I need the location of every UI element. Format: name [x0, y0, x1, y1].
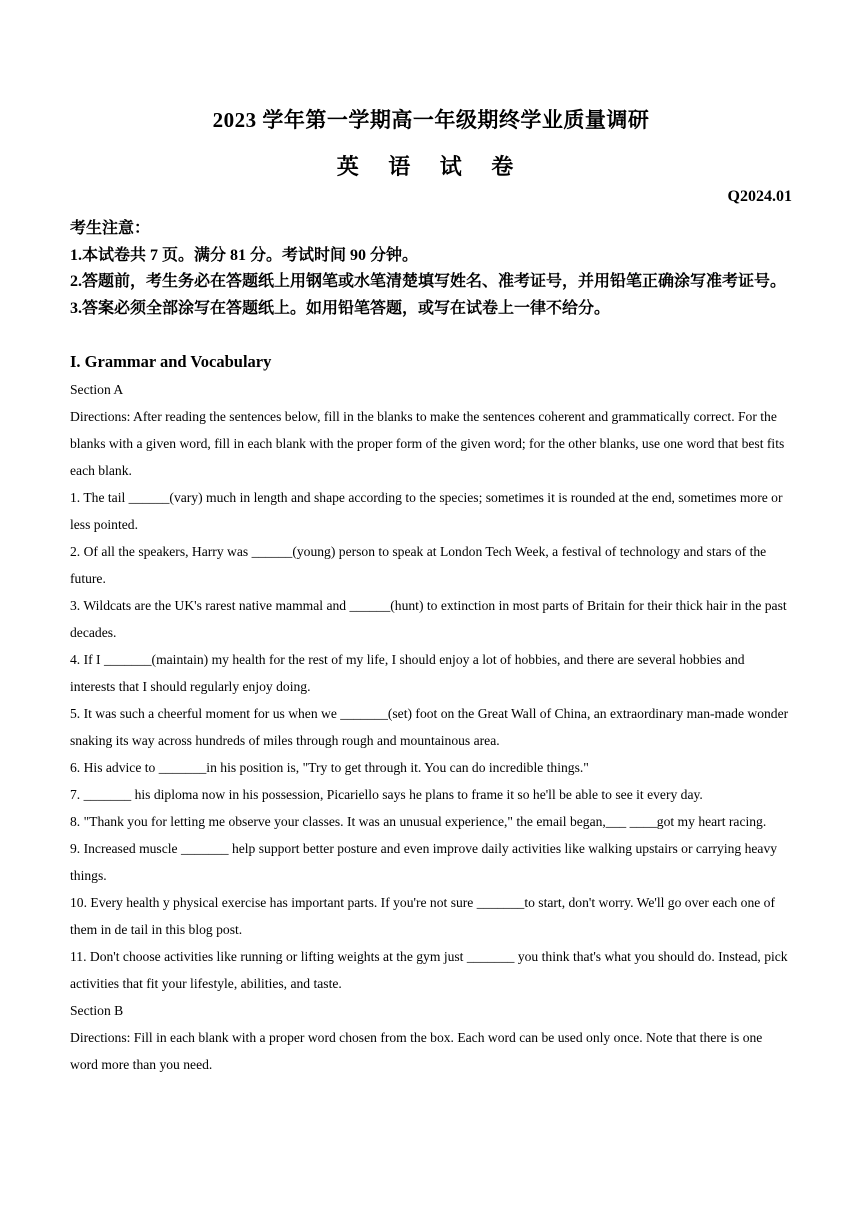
notice-item: 2.答题前，考生务必在答题纸上用钢笔或水笔清楚填写姓名、准考证号，并用铅笔正确涂写准考证号。	[70, 273, 787, 290]
candidate-notice	[70, 216, 792, 322]
part-heading: I. Grammar and Vocabulary	[70, 352, 272, 371]
exam-body	[70, 348, 792, 1078]
notice-label: 考生注意：	[70, 220, 151, 237]
section-b-directions: Directions: Fill in each blank with a proper word chosen from the box. Each word can be used only once. Note that there is one word more than you need.	[70, 1030, 763, 1072]
question-11: 11. Don't choose activities like running or lifting weights at the gym just _______ you think that's what you should do. Instead, pick activities that fit your lifestyle, abilities, and taste.	[70, 949, 788, 991]
question-1: 1. The tail ______(vary) much in length and shape according to the species; sometimes it is rounded at the end, sometimes more or less pointed.	[70, 490, 783, 532]
exam-subtitle: 英 语 试 卷	[336, 154, 526, 179]
question-10: 10. Every health y physical exercise has important parts. If you're not sure _______to start, don't worry. We'll go over each one of them in de tail in this blog post.	[70, 895, 776, 937]
section-b-label: Section B	[70, 1003, 124, 1018]
exam-code: Q2024.01	[727, 188, 792, 205]
question-3: 3. Wildcats are the UK's rarest native mammal and ______(hunt) to extinction in most parts of Britain for their thick hair in the past decades.	[70, 598, 787, 640]
section-a-label: Section A	[70, 382, 124, 397]
question-9: 9. Increased muscle _______ help support better posture and even improve daily activities like walking upstairs or carrying heavy things.	[70, 841, 778, 883]
question-7: 7. _______ his diploma now in his possession, Picariello says he plans to frame it so he'll be able to see it every day.	[70, 787, 703, 802]
notice-item: 3.答案必须全部涂写在答题纸上。如用铅笔答题，或写在试卷上一律不给分。	[70, 299, 611, 317]
question-2: 2. Of all the speakers, Harry was ______(young) person to speak at London Tech Week, a festival of technology and stars of the future.	[70, 544, 767, 586]
question-4: 4. If I _______(maintain) my health for the rest of my life, I should enjoy a lot of hobbies, and there are several hobbies and interests that I should regularly enjoy doing.	[70, 652, 745, 694]
notice-item: 1.本试卷共 7 页。满分 81 分。考试时间 90 分钟。	[70, 246, 419, 264]
question-8: 8. "Thank you for letting me observe your classes. It was an unusual experience," the email began,___ ____got my heart racing.	[70, 814, 767, 829]
question-5: 5. It was such a cheerful moment for us when we _______(set) foot on the Great Wall of China, an extraordinary man-made wonder snaking its way across hundreds of miles through rough and mountainous area.	[70, 706, 789, 748]
exam-title: 2023 学年第一学期高一年级期终学业质量调研	[212, 108, 650, 132]
question-6: 6. His advice to _______in his position is, "Try to get through it. You can do incredible things."	[70, 760, 589, 775]
section-a-directions: Directions: After reading the sentences below, fill in the blanks to make the sentences coherent and grammatically correct. For the blanks with a given word, fill in each blank with the proper form of the given word; for the other blanks, use one word that best fits each blank.	[70, 409, 785, 478]
